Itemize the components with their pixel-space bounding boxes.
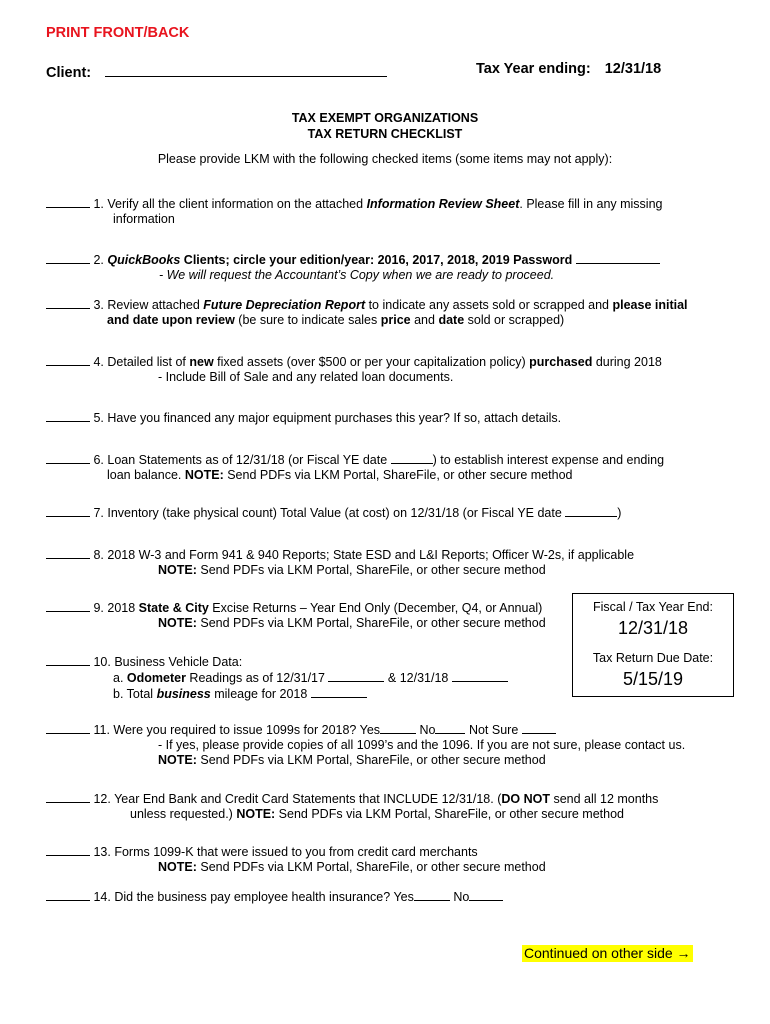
item-text: fixed assets (over $500 or per your capitalization policy): [213, 355, 530, 369]
check-blank[interactable]: [46, 844, 90, 856]
fiscal-ye-date-field[interactable]: [391, 452, 433, 464]
business-mileage-field[interactable]: [311, 686, 367, 698]
check-blank[interactable]: [46, 889, 90, 901]
item-text: 14. Did the business pay employee health insurance? Yes: [93, 890, 414, 904]
item-text: Clients; circle your edition/year: 2016, 2017, 2018, 2019 Password: [180, 253, 576, 267]
item-text: 13. Forms 1099-K that were issued to you from credit card merchants: [93, 845, 478, 859]
checklist-item-10: [46, 654, 566, 702]
item-text: Not Sure: [465, 723, 522, 737]
item-text: Send PDFs via LKM Portal, ShareFile, or other secure method: [196, 753, 546, 767]
item-text: 3. Review attached: [93, 298, 204, 312]
item-text: Send PDFs via LKM Portal, ShareFile, or other secure method: [275, 807, 624, 821]
item-text: 8. 2018 W-3 and Form 941 & 940 Reports; State ESD and L&I Reports; Officer W-2s, if applicable: [93, 548, 635, 562]
item-text: Readings as of 12/31/17: [185, 671, 329, 685]
due-date-box: [572, 593, 734, 697]
item-text: 6. Loan Statements as of 12/31/18 (or Fiscal YE date: [93, 453, 391, 467]
check-blank[interactable]: [46, 654, 90, 666]
item-text: State & City: [138, 601, 209, 615]
check-blank[interactable]: [46, 452, 90, 464]
item-text: DO NOT: [501, 792, 550, 806]
fiscal-year-end-label: Fiscal / Tax Year End:: [593, 600, 713, 614]
item-text: Odometer: [126, 671, 186, 685]
client-name-field[interactable]: [105, 61, 387, 77]
item-text: 12. Year End Bank and Credit Card Statements that INCLUDE 12/31/18. (: [93, 792, 502, 806]
item-text: purchased: [529, 355, 593, 369]
item-text: Send PDFs via LKM Portal, ShareFile, or other secure method: [196, 616, 546, 630]
item-text: 4. Detailed list of: [93, 355, 190, 369]
item-text: and date upon review: [107, 313, 235, 327]
check-blank[interactable]: [46, 410, 90, 422]
title-line-1: TAX EXEMPT ORGANIZATIONS: [291, 111, 479, 125]
odometer-2018-field[interactable]: [452, 670, 508, 682]
item-text: and: [410, 313, 439, 327]
item-text: NOTE:: [158, 753, 197, 767]
tax-year-value: 12/31/18: [604, 61, 662, 77]
odometer-2017-field[interactable]: [328, 670, 384, 682]
checklist-item-7: [46, 505, 736, 521]
check-blank[interactable]: [46, 354, 90, 366]
checklist-item-14: [46, 889, 736, 905]
inventory-date-field[interactable]: [565, 505, 617, 517]
item-text: NOTE:: [158, 616, 197, 630]
item-text: please initial: [612, 298, 688, 312]
item-text: Information Review Sheet: [366, 197, 520, 211]
check-blank[interactable]: [46, 600, 90, 612]
check-blank[interactable]: [46, 791, 90, 803]
checklist-item-3: [46, 297, 736, 328]
item-text: a.: [113, 671, 127, 685]
check-blank[interactable]: [46, 547, 90, 559]
item-text: 1. Verify all the client information on the attached: [93, 197, 367, 211]
check-blank[interactable]: [46, 505, 90, 517]
item-text: Send PDFs via LKM Portal, ShareFile, or other secure method: [196, 860, 546, 874]
item-text: 9. 2018: [93, 601, 139, 615]
item-text: QuickBooks: [107, 253, 181, 267]
item-text: NOTE:: [184, 468, 224, 482]
checklist-item-5: [46, 410, 736, 426]
print-front-back-label: PRINT FRONT/BACK: [46, 25, 190, 41]
item-text: (be sure to indicate sales: [234, 313, 381, 327]
item-text: NOTE:: [236, 807, 276, 821]
yes-field[interactable]: [380, 722, 416, 734]
tax-year-label: Tax Year ending:: [476, 61, 591, 77]
due-date-value: 5/15/19: [622, 669, 684, 689]
item-text: new: [189, 355, 214, 369]
continued-on-other-side: Continued on other side →: [524, 945, 691, 961]
checklist-item-6: [46, 452, 736, 483]
item-text: ): [617, 506, 622, 520]
no-field[interactable]: [435, 722, 465, 734]
item-text: price: [380, 313, 411, 327]
item-text: No: [449, 890, 470, 904]
item-text: - We will request the Accountant’s Copy when we are ready to proceed.: [159, 268, 555, 282]
item-text: mileage for 2018: [210, 687, 311, 701]
checklist-item-13: [46, 844, 736, 875]
client-row: [46, 61, 387, 82]
item-text: loan balance.: [107, 468, 185, 482]
check-blank[interactable]: [46, 252, 90, 264]
yes-field[interactable]: [414, 889, 450, 901]
item-text: during 2018: [592, 355, 662, 369]
checklist-item-11: [46, 722, 736, 768]
item-text: - If yes, please provide copies of all 1099’s and the 1096. If you are not sure, please contact us.: [158, 738, 686, 752]
item-text: - Include Bill of Sale and any related loan documents.: [158, 370, 454, 384]
check-blank[interactable]: [46, 297, 90, 309]
item-text: Future Depreciation Report: [203, 298, 366, 312]
item-text: Send PDFs via LKM Portal, ShareFile, or other secure method: [196, 563, 546, 577]
item-text: 7. Inventory (take physical count) Total Value (at cost) on 12/31/18 (or Fiscal YE date: [93, 506, 566, 520]
item-text: NOTE:: [158, 860, 197, 874]
item-text: . Please fill in any missing: [519, 197, 663, 211]
item-text: business: [156, 687, 211, 701]
checklist-item-1: [46, 196, 736, 227]
checklist-item-9: [46, 600, 566, 631]
checklist-item-2: [46, 252, 736, 283]
item-text: & 12/31/18: [384, 671, 452, 685]
item-text: 2.: [93, 253, 108, 267]
item-text: ) to establish interest expense and ending: [432, 453, 665, 467]
check-blank[interactable]: [46, 722, 90, 734]
not-sure-field[interactable]: [522, 722, 556, 734]
item-text: 5. Have you financed any major equipment purchases this year? If so, attach details.: [93, 411, 562, 425]
intro-text: Please provide LKM with the following checked items (some items may not apply):: [157, 152, 613, 166]
no-field[interactable]: [469, 889, 503, 901]
due-date-label: Tax Return Due Date:: [592, 651, 714, 665]
client-label: Client:: [46, 65, 92, 81]
item-text: Excise Returns – Year End Only (December, Q4, or Annual): [208, 601, 543, 615]
item-text: sold or scrapped): [464, 313, 565, 327]
item-text: to indicate any assets sold or scrapped and: [365, 298, 613, 312]
item-text: b. Total: [113, 687, 157, 701]
item-text: information: [113, 212, 175, 226]
password-field[interactable]: [576, 252, 660, 264]
item-text: NOTE:: [158, 563, 197, 577]
fiscal-year-end-value: 12/31/18: [617, 618, 689, 638]
item-text: No: [416, 723, 436, 737]
check-blank[interactable]: [46, 196, 90, 208]
item-text: 11. Were you required to issue 1099s for 2018? Yes: [93, 723, 381, 737]
item-text: send all 12 months: [549, 792, 659, 806]
item-text: unless requested.): [130, 807, 237, 821]
checklist-item-8: [46, 547, 736, 578]
checklist-item-4: [46, 354, 736, 385]
item-text: 10. Business Vehicle Data:: [93, 655, 243, 669]
item-text: date: [438, 313, 465, 327]
tax-year-row: [476, 61, 661, 78]
item-text: Send PDFs via LKM Portal, ShareFile, or other secure method: [223, 468, 573, 482]
title-line-2: TAX RETURN CHECKLIST: [307, 127, 463, 141]
checklist-item-12: [46, 791, 736, 822]
